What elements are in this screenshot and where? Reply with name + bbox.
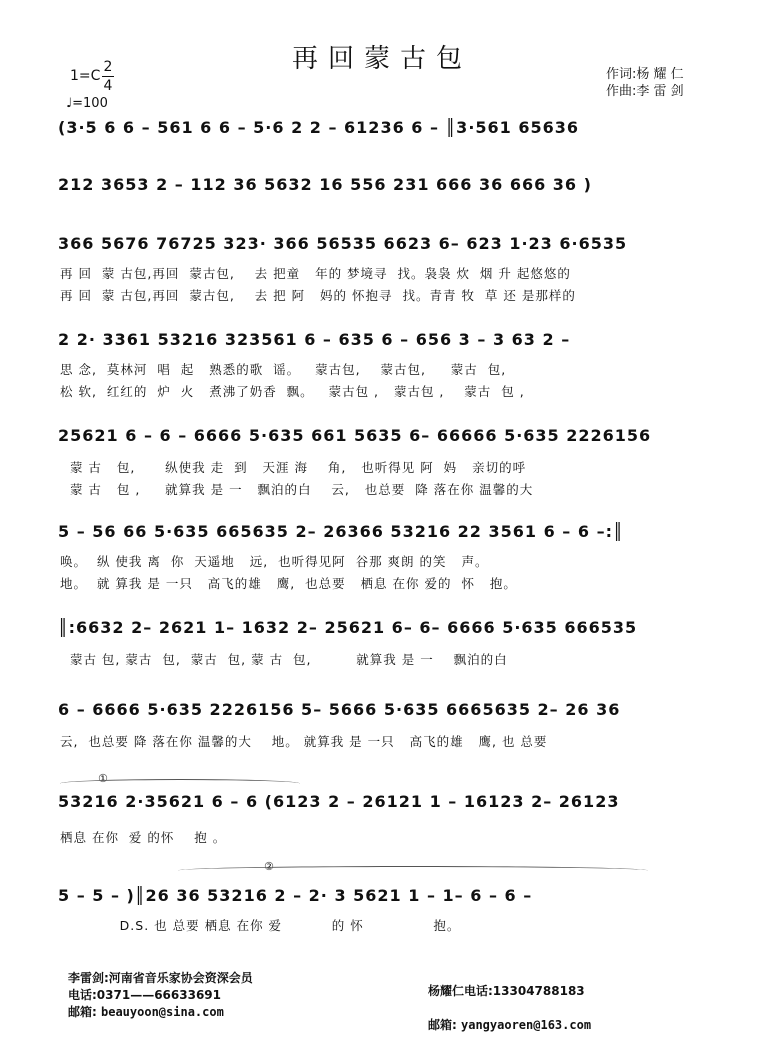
volta-2-mark: ② bbox=[264, 860, 274, 873]
notation-line: 53216 2·35621 6 – 6 (6123 2 – 26121 1 – 16123 2– 26123 bbox=[58, 792, 620, 811]
song-title: 再回蒙古包 bbox=[291, 44, 472, 74]
composer-email: beauyoon@sina.com bbox=[101, 1005, 224, 1019]
lyric-verse-1: 再 回 蒙 古包,再回 蒙古包, 去 把童 年的 梦境寻 找。袅袅 炊 烟 升 起悠悠的 bbox=[60, 266, 571, 281]
email-label: 邮箱: bbox=[428, 1018, 457, 1032]
composer-email-line bbox=[68, 1004, 253, 1021]
credits bbox=[606, 66, 684, 100]
notation-line: 366 5676 76725 323· 366 56535 6623 6– 623 1·23 6·6535 bbox=[58, 234, 628, 253]
lyricist-email-line bbox=[428, 1008, 591, 1042]
volta-1-mark: ① bbox=[98, 772, 108, 785]
lyric-verse-2: 地。 就 算我 是 一只 高飞的雄 鹰, 也总要 栖息 在你 爱的 怀 抱。 bbox=[60, 576, 517, 591]
time-signature bbox=[102, 58, 114, 95]
time-top: 2 bbox=[103, 59, 113, 75]
lyric-line: 蒙古 包, 蒙古 包, 蒙古 包, 蒙 古 包, 就算我 是 一 飘泊的白 bbox=[60, 652, 508, 667]
lyric-line: D.S. 也 总要 栖息 在你 爱 的 怀 抱。 bbox=[60, 918, 461, 933]
lyric-verse-2: 再 回 蒙 古包,再回 蒙古包, 去 把 阿 妈的 怀抱寻 找。青青 牧 草 还 是那样的 bbox=[60, 288, 576, 303]
lyricist-email: yangyaoren@163.com bbox=[461, 1018, 592, 1032]
notation-line: 5 – 56 66 5·635 665635 2– 26366 53216 22 3561 6 – 6 –:║ bbox=[58, 522, 624, 541]
notation-line: 25621 6 – 6 – 6666 5·635 661 5635 6– 66666 5·635 2226156 bbox=[58, 426, 652, 445]
lyricist: 作词:杨 耀 仁 bbox=[606, 67, 684, 82]
composer: 作曲:李 雷 剑 bbox=[606, 84, 684, 99]
tempo-marking: ♩=100 bbox=[66, 96, 108, 111]
lyricist-phone: 杨耀仁电话:13304788183 bbox=[428, 984, 585, 998]
composer-phone: 电话:0371——66633691 bbox=[68, 988, 221, 1002]
time-bottom: 4 bbox=[103, 78, 113, 94]
footer-lyricist-info bbox=[428, 974, 591, 1042]
notation-line: (3·5 6 6 – 561 6 6 – 5·6 2 2 – 61236 6 – ║3·561 65636 bbox=[58, 118, 580, 137]
notation-line: 2 2· 3361 53216 323561 6 – 635 6 – 656 3 – 3 63 2 – bbox=[58, 330, 571, 349]
notation-line: 212 3653 2 – 112 36 5632 16 556 231 666 36 666 36 ) bbox=[58, 175, 592, 194]
lyric-verse-1: 思 念, 莫林河 唱 起 熟悉的歌 谣。 蒙古包, 蒙古包, 蒙古 包, bbox=[60, 362, 507, 377]
key-signature: 1=C bbox=[70, 68, 101, 84]
footer-composer-info bbox=[68, 970, 253, 1021]
lyric-verse-2: 蒙 古 包 , 就算我 是 一 飘泊的白 云, 也总要 降 落在你 温馨的大 bbox=[60, 482, 534, 497]
volta-2-bracket bbox=[178, 866, 648, 875]
lyric-line: 栖息 在你 爱 的怀 抱 。 bbox=[60, 830, 227, 845]
notation-line: 6 – 6666 5·635 2226156 5– 5666 5·635 6665635 2– 26 36 bbox=[58, 700, 621, 719]
lyric-verse-1: 唤。 纵 使我 离 你 天遥地 远, 也听得见阿 谷那 爽朗 的笑 声。 bbox=[60, 554, 489, 569]
notation-line: 5 – 5 – )║26 36 53216 2 – 2· 3 5621 1 – 1– 6 – 6 – bbox=[58, 886, 533, 905]
lyric-line: 云, 也总要 降 落在你 温馨的大 地。 就算我 是 一只 高飞的雄 鹰, 也 总要 bbox=[60, 734, 548, 749]
volta-1-bracket bbox=[60, 779, 300, 788]
lyric-verse-2: 松 软, 红红的 炉 火 煮沸了奶香 飘。 蒙古包 , 蒙古包 , 蒙古 包 , bbox=[60, 384, 525, 399]
notation-line: ║:6632 2– 2621 1– 1632 2– 25621 6– 6– 6666 5·635 666535 bbox=[58, 618, 638, 637]
email-label: 邮箱: bbox=[68, 1005, 97, 1019]
lyric-verse-1: 蒙 古 包, 纵使我 走 到 天涯 海 角, 也听得见 阿 妈 亲切的呼 bbox=[60, 460, 527, 475]
composer-affiliation: 李雷剑:河南省音乐家协会资深会员 bbox=[68, 971, 253, 985]
